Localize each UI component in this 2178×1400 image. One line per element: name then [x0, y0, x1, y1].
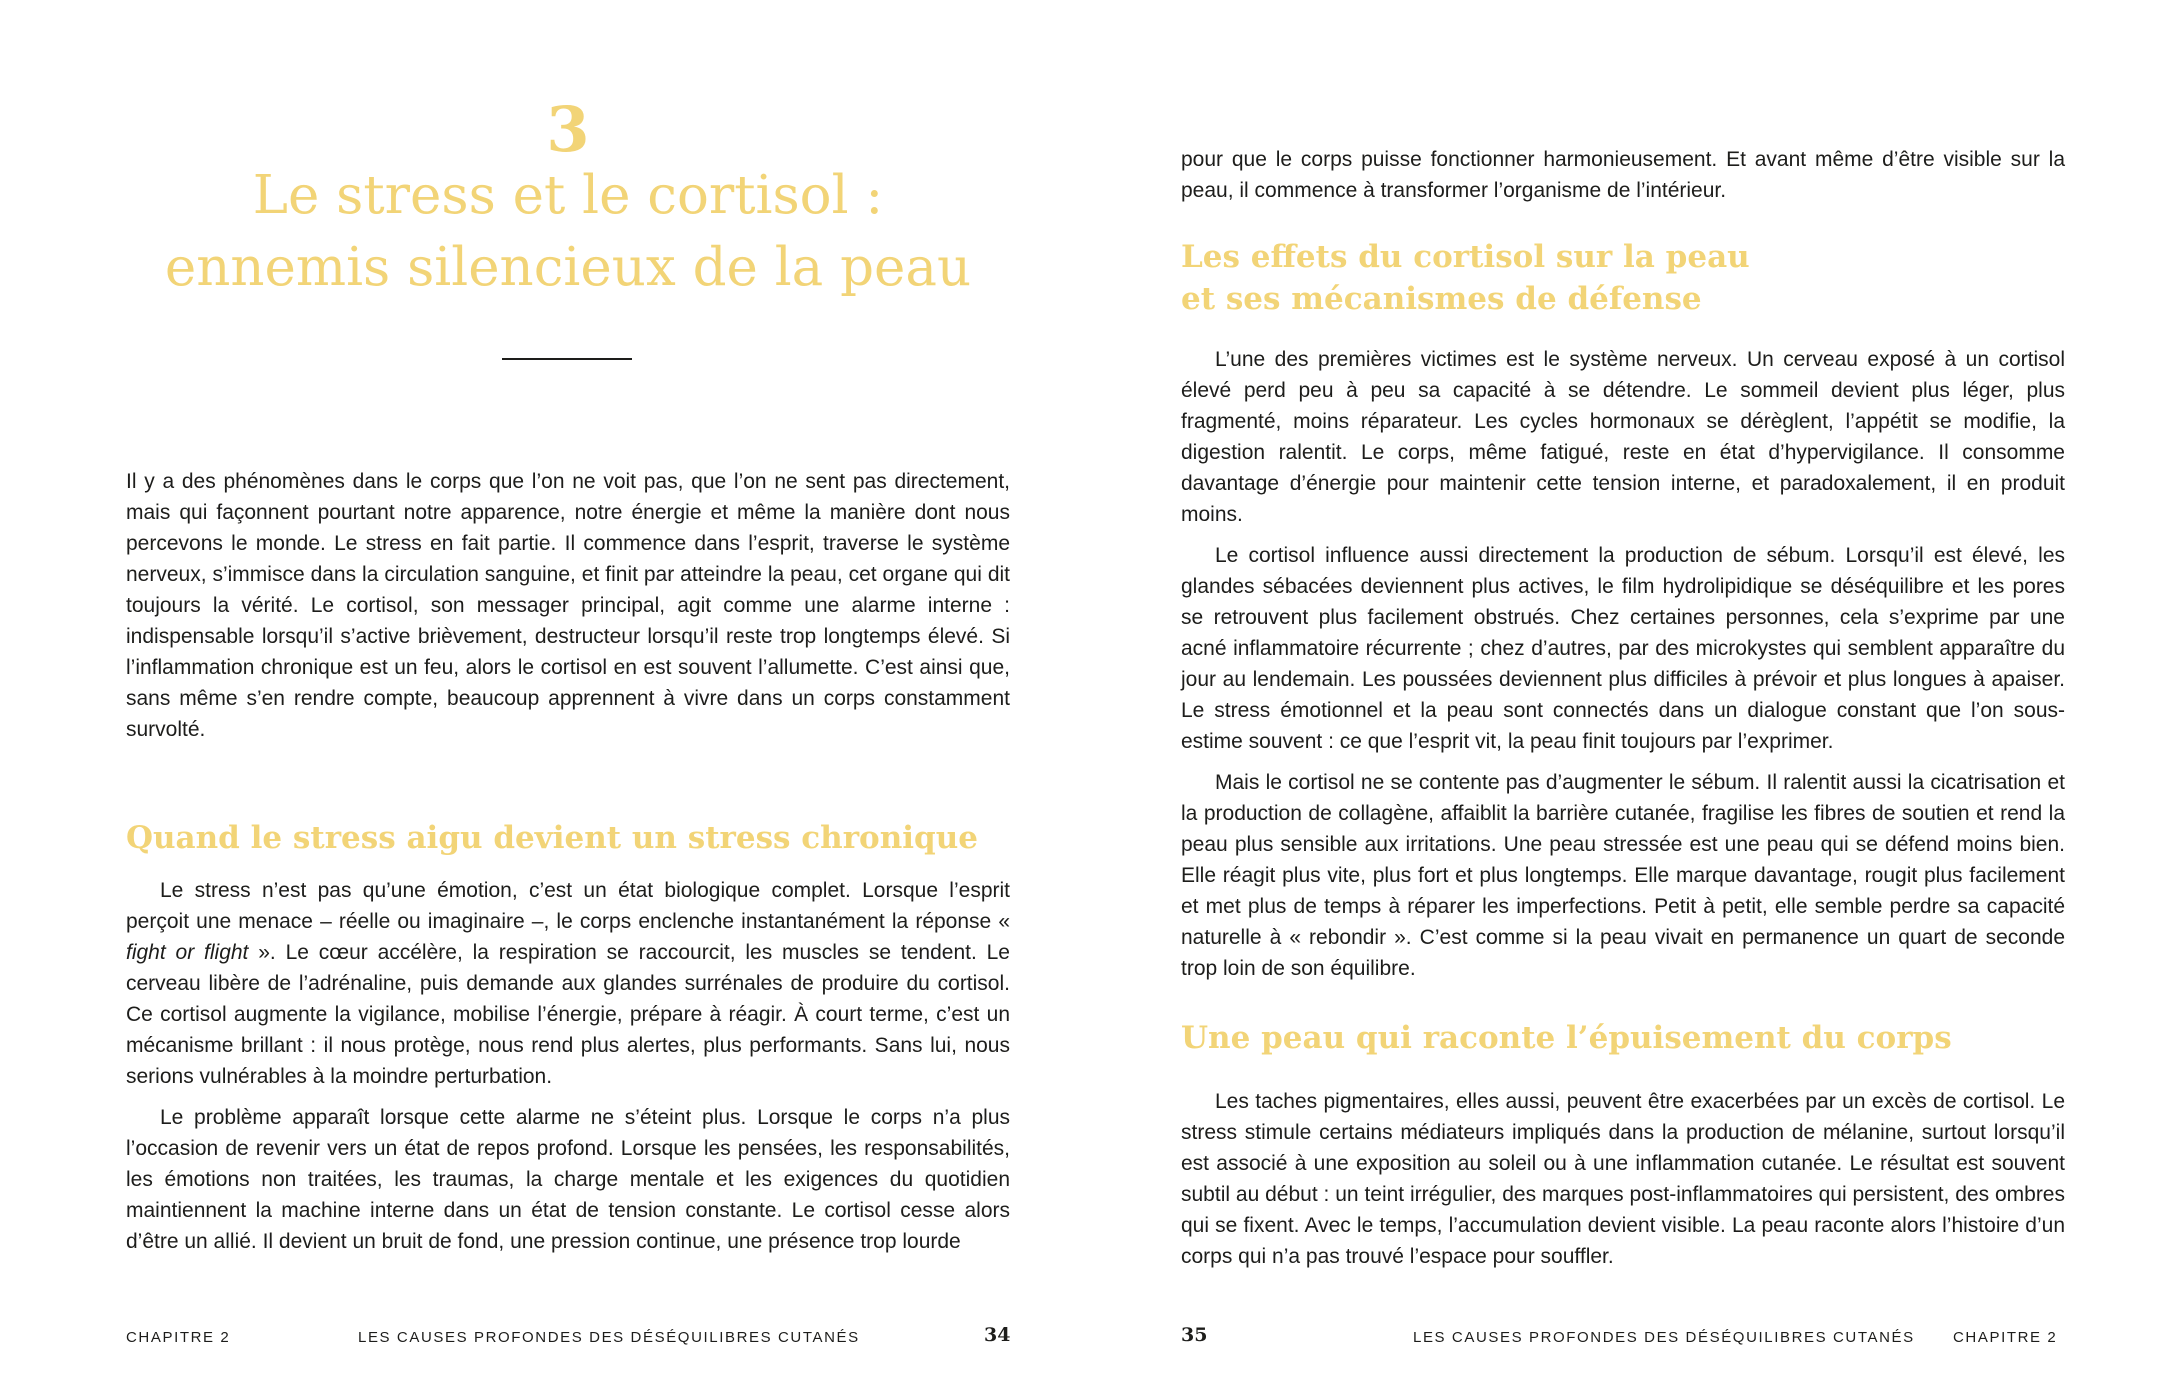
paragraph: Les taches pigmentaires, elles aussi, peuvent être exacerbées par un excès de cortisol. Le stress stimule certains médiateurs impliqués dans la production de mélanine, surtout lorsqu’il est associé à une exposition au soleil ou à une inflammation cutanée. Le résultat est souvent subtil au début : un teint irrégulier, des marques post-inflammatoires qui persistent, des ombres qui se fixent. Avec le temps, l’accumulation devient visible. La peau raconte alors l’histoire d’un corps qui n’a pas trouvé l’espace pour souffler. — [1181, 1090, 2065, 1268]
section-heading-chronic-stress: Quand le stress aigu devient un stress chronique — [126, 820, 978, 856]
footer-book-title: LES CAUSES PROFONDES DES DÉSÉQUILIBRES CUTANÉS — [358, 1329, 860, 1346]
section-heading-cortisol-effects — [1181, 236, 2065, 320]
section-heading-line-1: Les effets du cortisol sur la peau — [1181, 239, 1750, 275]
paragraph-text: Le stress n’est pas qu’une émotion, c’est un état biologique complet. Lorsque l’esprit perçoit une menace – réelle ou imaginaire –, le corps enclenche instantanément la réponse « — [126, 879, 1010, 933]
chapter-number: 3 — [546, 93, 590, 166]
continuation-paragraph: pour que le corps puisse fonctionner harmonieusement. Et avant même d’être visible sur la peau, il commence à transformer l’organisme de l’intérieur. — [1181, 148, 2065, 202]
intro-block — [126, 466, 1010, 745]
chapter-title-line-1: Le stress et le cortisol : — [252, 165, 884, 226]
chapter-title-line-2: ennemis silencieux de la peau — [164, 237, 972, 298]
page-number: 35 — [1181, 1324, 1208, 1346]
section-exhaustion-body — [1181, 1086, 2065, 1272]
section-chronic-stress-body — [126, 875, 1010, 1257]
title-divider — [502, 358, 632, 360]
page-number: 34 — [984, 1324, 1011, 1346]
footer-chapter: CHAPITRE 2 — [1953, 1329, 2058, 1346]
paragraph: Le problème apparaît lorsque cette alarme ne s’éteint plus. Lorsque le corps n’a plus l’occasion de revenir vers un état de repos profond. Lorsque les pensées, les responsabilités, les émotions non traitées, les traumas, la charge mentale et les exigences du quotidien maintiennent la machine interne dans un état de tension constante. Le cortisol cesse alors d’être un allié. Il devient un bruit de fond, une pression continue, une présence trop lourde — [126, 1106, 1010, 1253]
intro-paragraph: Il y a des phénomènes dans le corps que l’on ne voit pas, que l’on ne sent pas directement, mais qui façonnent pourtant notre apparence, notre énergie et même la manière dont nous percevons le monde. Le stress en fait partie. Il commence dans l’esprit, traverse le système nerveux, s’immisce dans la circulation sanguine, et finit par atteindre la peau, cet organe qui dit toujours la vérité. Le cortisol, son messager principal, agit comme une alarme interne : indispensable lorsqu’il s’active brièvement, destructeur lorsqu’il reste trop longtemps élevé. Si l’inflammation chronique est un feu, alors le cortisol en est souvent l’allumette. C’est ainsi que, sans même s’en rendre compte, beaucoup apprennent à vivre dans un corps constamment survolté. — [126, 470, 1010, 741]
continuation-block — [1181, 144, 2065, 206]
section-cortisol-effects-body — [1181, 344, 2065, 984]
right-page — [1089, 0, 2178, 1400]
paragraph-italic-text: fight or flight — [126, 941, 249, 964]
chapter-title — [100, 160, 1036, 304]
paragraph — [126, 875, 1010, 1092]
footer-chapter: CHAPITRE 2 — [126, 1329, 231, 1346]
paragraph-text: ». Le cœur accélère, la respiration se raccourcit, les muscles se tendent. Le cerveau libère de l’adrénaline, puis demande aux glandes surrénales de produire du cortisol. Ce cortisol augmente la vigilance, mobilise l’énergie, prépare à réagir. À court terme, c’est un mécanisme brillant : il nous protège, nous rend plus alertes, plus performants. Sans lui, nous serions vulnérables à la moindre perturbation. — [126, 941, 1010, 1088]
paragraph: Mais le cortisol ne se contente pas d’augmenter le sébum. Il ralentit aussi la cicatrisation et la production de collagène, affaiblit la barrière cutanée, fragilise les fibres de soutien et rend la peau plus sensible aux irritations. Une peau stressée est une peau qui se défend moins bien. Elle réagit plus vite, plus fort et plus longtemps. Elle marque davantage, rougit plus facilement et met plus de temps à réparer les imperfections. Petit à petit, elle semble perdre sa capacité naturelle à « rebondir ». C’est comme si la peau vivait en permanence un quart de seconde trop loin de son équilibre. — [1181, 771, 2065, 980]
section-heading-exhaustion: Une peau qui raconte l’épuisement du corps — [1181, 1020, 1952, 1056]
footer-book-title: LES CAUSES PROFONDES DES DÉSÉQUILIBRES CUTANÉS — [1413, 1329, 1915, 1346]
section-heading-line-2: et ses mécanismes de défense — [1181, 281, 1702, 317]
paragraph: Le cortisol influence aussi directement la production de sébum. Lorsqu’il est élevé, les glandes sébacées deviennent plus actives, le film hydrolipidique se déséquilibre et les pores se retrouvent plus facilement obstrués. Chez certaines personnes, cela s’exprime par une acné inflammatoire récurrente ; chez d’autres, par des microkystes qui semblent apparaître du jour au lendemain. Les poussées deviennent plus difficiles à prévoir et plus longues à apaiser. Le stress émotionnel et la peau sont connectés dans un dialogue constant que l’on sous-estime souvent : ce que l’esprit vit, la peau finit toujours par l’exprimer. — [1181, 544, 2065, 753]
paragraph: L’une des premières victimes est le système nerveux. Un cerveau exposé à un cortisol élevé perd peu à peu sa capacité à se détendre. Le sommeil devient plus léger, plus fragmenté, moins réparateur. Les cycles hormonaux se dérèglent, l’appétit se modifie, la digestion ralentit. Le corps, même fatigué, reste en état d’hypervigilance. Il consomme davantage d’énergie pour maintenir cette tension interne, et paradoxalement, il en produit moins. — [1181, 348, 2065, 526]
